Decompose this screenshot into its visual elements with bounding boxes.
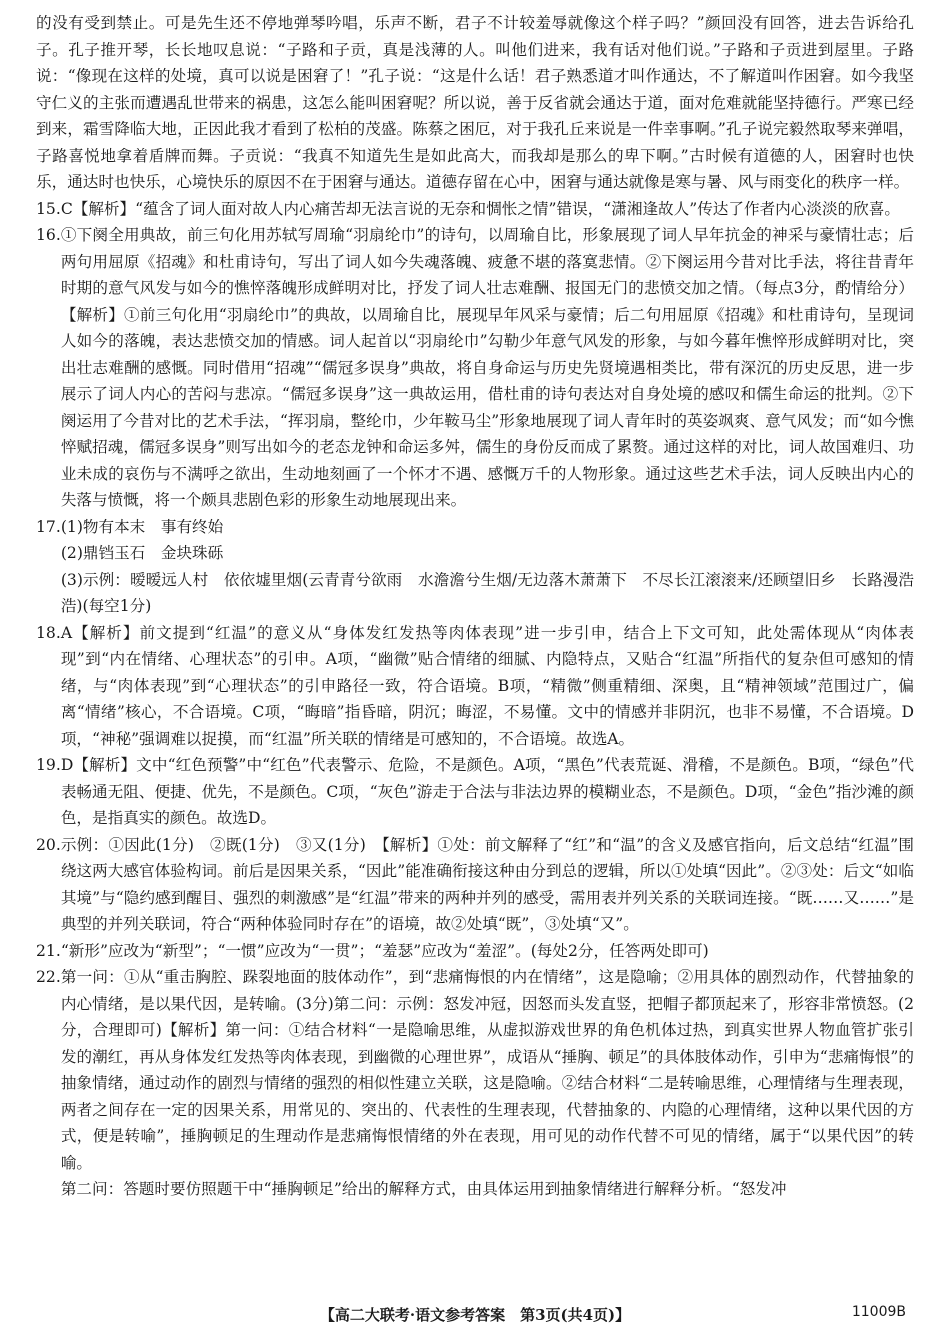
item-number: 16. xyxy=(36,226,61,244)
answer-content xyxy=(36,10,914,1203)
item-text: ①下阕全用典故，前三句化用苏轼写周瑜“羽扇纶巾”的诗句，以周瑜自比，形象展现了词人早年抗金的神采与豪情壮志；后两句用屈原《招魂》和杜甫诗句，写出了词人如今失魂落魄、疲惫不堪的落寞悲情。②下阕运用今昔对比手法，将往昔青年时期的意气风发与如今的憔悴落魄形成鲜明对比，抒发了词人壮志难酬、报国无门的悲愤交加之情。（每点3分，酌情给分）【解析】①前三句化用“羽扇纶巾”的典故，以周瑜自比，展现早年风采与豪情；后二句用屈原《招魂》和杜甫诗句，呈现词人如今的落魄，表达悲愤交加的情感。词人起首以“羽扇纶巾”勾勒少年意气风发的形象，与如今暮年憔悴形成鲜明对比，突出壮志难酬的感慨。同时借用“招魂”“儒冠多误身”典故，将自身命运与历史先贤境遇相类比，带有深沉的历史反思，进一步展示了词人内心的苦闷与悲凉。“儒冠多误身”这一典故运用，借杜甫的诗句表达对自身处境的感叹和儒生命运的批判。②下阕运用了今昔对比的艺术手法，“挥羽扇，整纶巾，少年鞍马尘”形象地展现了词人青年时的英姿飒爽、意气风发；而“如今憔悴赋招魂，儒冠多误身”则写出如今的老态龙钟和命运多舛，儒生的身份反而成了累赘。通过这样的对比，词人故国难归、功业未成的哀伤与不满呼之欲出，生动地刻画了一个怀才不遇、感慨万千的人物形象。通过这些艺术手法，词人反映出内心的失落与愤慨，将一个颇具悲剧色彩的形象生动地展现出来。 xyxy=(60,226,914,509)
item-number: 19. xyxy=(36,756,61,774)
item-22-body xyxy=(61,964,914,1203)
item-lines xyxy=(61,514,914,620)
answer-item-21 xyxy=(36,938,914,965)
answer-item-18 xyxy=(36,620,914,753)
item-text: D【解析】文中“红色预警”中“红色”代表警示、危险，不是颜色。A项，“黑色”代表荒诞、滑稽，不是颜色。B项，“绿色”代表畅通无阻、便捷、优先，不是颜色。C项，“灰色”游走于合法与非法边界的模糊业态，不是颜色。D项，“金色”指沙滩的颜色，是指真实的颜色。故选D。 xyxy=(60,756,914,827)
footer-code: 11009B xyxy=(851,1304,906,1320)
answer-item-15 xyxy=(36,196,914,223)
page-footer xyxy=(0,1298,950,1328)
item-number: 22. xyxy=(36,968,61,986)
answer-item-16 xyxy=(36,222,914,514)
item-text: C【解析】“蕴含了词人面对故人内心痛苦却无法言说的无奈和惆怅之情”错误，“潇湘逢故人”传达了作者内心淡淡的欣喜。 xyxy=(60,199,900,218)
intro-paragraph: 的没有受到禁止。可是先生还不停地弹琴吟唱，乐声不断，君子不计较羞辱就像这个样子吗？”颜回没有回答，进去告诉给孔子。孔子推开琴，长长地叹息说：“子路和子贡，真是浅薄的人。叫他们进来，我有话对他们说。”子路和子贡进到屋里。子路说：“像现在这样的处境，真可以说是困窘了！”孔子说：“这是什么话！君子熟悉道才叫作通达，不了解道叫作困窘。如今我坚守仁义的主张而遭遇乱世带来的祸患，这怎么能叫困窘呢？所以说，善于反省就会通达于道，面对危难就能坚持德行。严寒已经到来，霜雪降临大地，正因此我才看到了松柏的茂盛。陈蔡之困厄，对于我孔丘来说是一件幸事啊。”孔子说完毅然取琴来弹唱，子路喜悦地拿着盾牌而舞。子贡说：“我真不知道先生是如此高大，而我却是那么的卑下啊。”古时候有道德的人，困窘时也快乐，通达时也快乐，心境快乐的原因不在于困窘与通达。道德存留在心中，困窘与通达就像是寒与暑、风与雨变化的秩序一样。 xyxy=(36,14,914,191)
item-number: 18. xyxy=(36,623,61,642)
footer-title: 【高二大联考·语文参考答案 第3页(共4页)】 xyxy=(319,1306,631,1324)
item-line: (1)物有本末 事有终始 xyxy=(60,517,224,536)
item-number: 17. xyxy=(36,517,61,536)
item-text: 示例：①因此(1分) ②既(1分) ③又(1分) 【解析】①处：前文解释了“红”和“温”的含义及感官指向，后文总结“红温”围绕这两大感官体验构词。前后是因果关系，“因此”能准确衔接这种由分到总的逻辑，所以①处填“因此”。②③处：后文“如临其境”与“隐约感到醒目、强烈的刺激感”是“红温”带来的两种并列的感受，需用表并列关系的关联词连接。“既……又……”是典型的并列关联词，符合“两种体验同时存在”的语境，故②处填“既”，③处填“又”。 xyxy=(60,835,914,933)
item-continuation: 第二问：答题时要仿照题干中“捶胸顿足”给出的解释方式，由具体运用到抽象情绪进行解释分析。“怒发冲 xyxy=(60,1180,787,1198)
item-number: 15. xyxy=(36,199,61,218)
answer-item-20 xyxy=(36,832,914,938)
item-line: (2)鼎铛玉石 金块珠砾 xyxy=(60,544,224,562)
answer-item-19 xyxy=(36,752,914,832)
item-line: (3)示例：暧暧远人村 依依墟里烟(云青青兮欲雨 水澹澹兮生烟/无边落木萧萧下 不尽长江滚滚来/还顾望旧乡 长路漫浩浩)(每空1分) xyxy=(60,570,914,615)
item-number: 20. xyxy=(36,835,61,854)
answer-item-17 xyxy=(36,514,914,620)
item-text: 第一问：①从“重击胸腔、跺裂地面的肢体动作”，到“悲痛悔恨的内在情绪”，这是隐喻；②用具体的剧烈动作，代替抽象的内心情绪，是以果代因，是转喻。(3分)第二问：示例：怒发冲冠，因怒而头发直竖，把帽子都顶起来了，形容非常愤怒。(2分，合理即可)【解析】第一问：①结合材料“一是隐喻思维，从虚拟游戏世界的角色机体过热，到真实世界人物血管扩张引发的潮红，再从身体发红发热等肉体表现，到幽微的心理世界”，成语从“捶胸、顿足”的具体肢体动作，引申为“悲痛悔恨”的抽象情绪，通过动作的剧烈与情绪的强烈的相似性建立关联，这是隐喻。②结合材料“二是转喻思维，心理情绪与生理表现，两者之间存在一定的因果关系，用常见的、突出的、代表性的生理表现，代替抽象的、内隐的心理情绪，这种以果代因的方式，便是转喻”，捶胸顿足的生理动作是悲痛悔恨情绪的外在表现，用可见的动作代替不可见的情绪，属于“以果代因”的转喻。 xyxy=(60,968,914,1172)
answer-item-22 xyxy=(36,964,914,1203)
item-text: A【解析】前文提到“红温”的意义从“身体发红发热等肉体表现”进一步引申，结合上下文可知，此处需体现从“肉体表现”到“内在情绪、心理状态”的引申。A项，“幽微”贴合情绪的细腻、内隐特点，又贴合“红温”所指代的复杂但可感知的情绪，与“肉体表现”到“心理状态”的引申路径一致，符合语境。B项，“精微”侧重精细、深奥，且“精神领域”范围过广，偏离“情绪”核心，不合语境。C项，“晦暗”指昏暗，阴沉；晦涩，不易懂。文中的情感并非阴沉，也非不易懂，不合语境。D项，“神秘”强调难以捉摸，而“红温”所关联的情绪是可感知的，不合语境。故选A。 xyxy=(60,623,914,748)
item-number: 21. xyxy=(36,941,61,960)
item-text: “新形”应改为“新型”；“一惯”应改为“一贯”；“羞瑟”应改为“羞涩”。(每处2分，任答两处即可) xyxy=(60,941,709,960)
